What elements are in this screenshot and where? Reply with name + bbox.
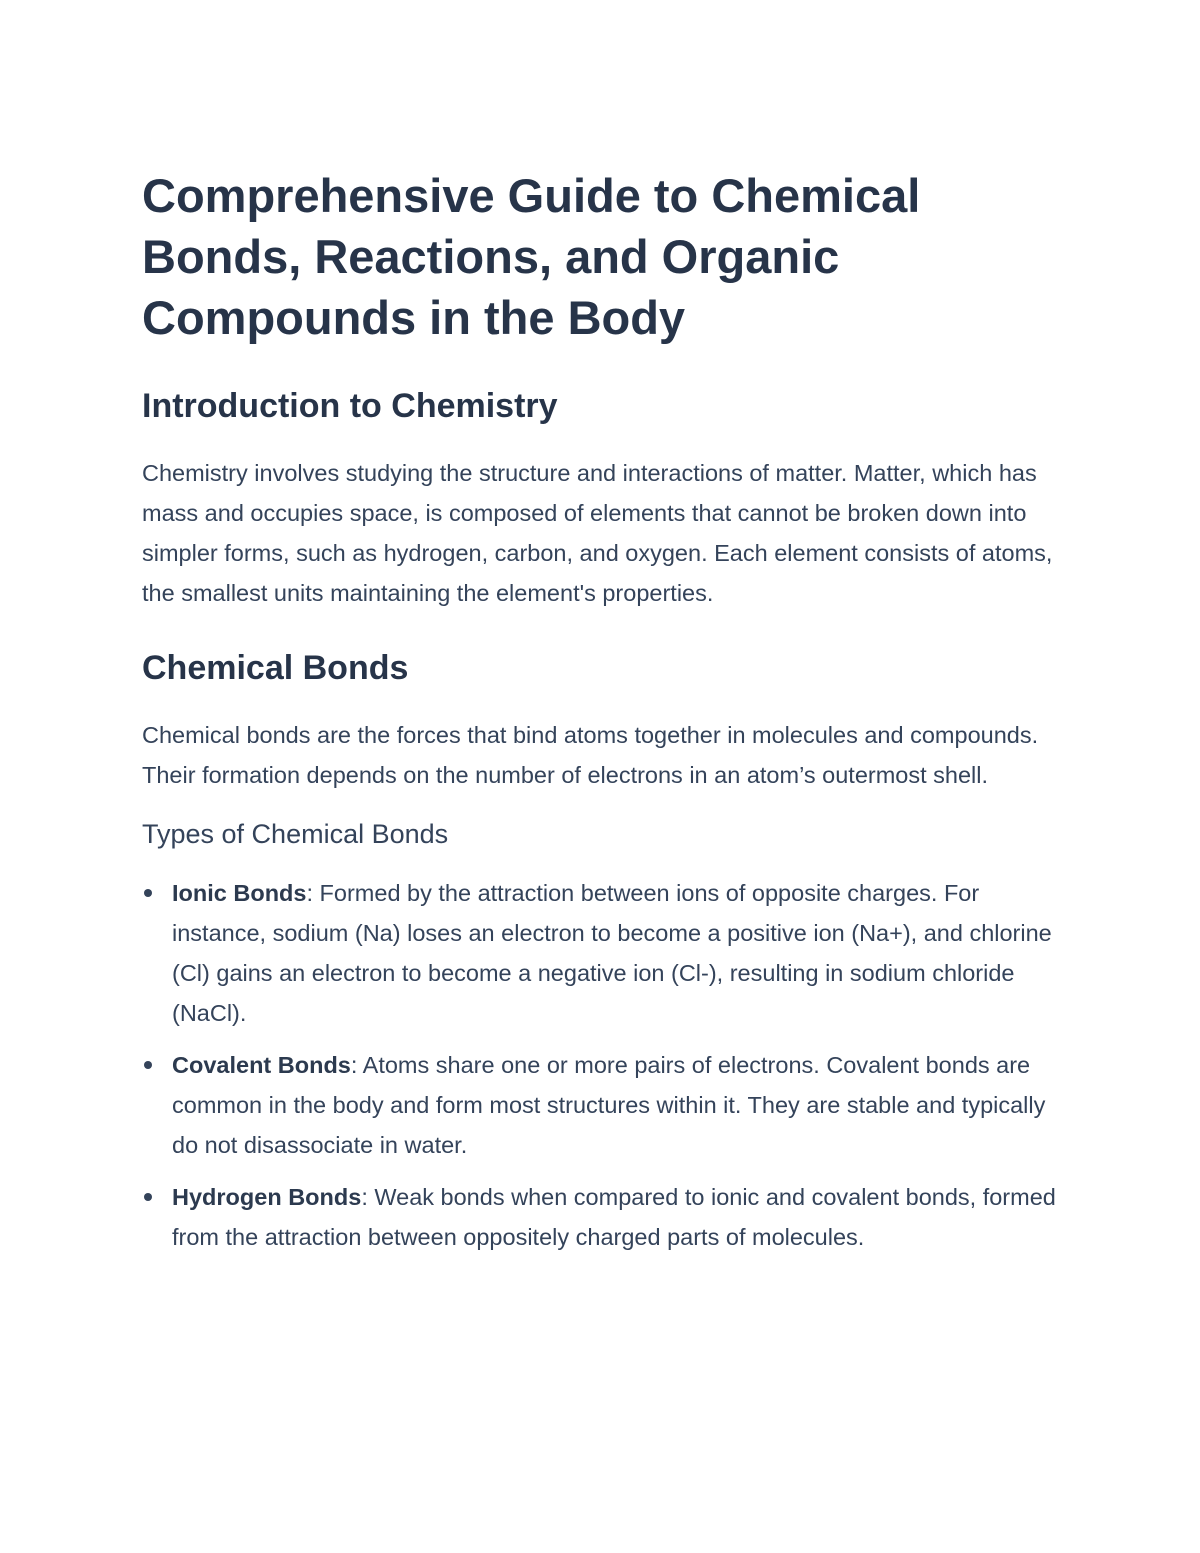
list-item-hydrogen-bonds xyxy=(142,1177,1062,1257)
document-page xyxy=(142,165,1062,1269)
chemical-bonds-paragraph: Chemical bonds are the forces that bind atoms together in molecules and compounds. Their formation depends on the number of electrons in an atom’s outermost shell. xyxy=(142,722,1039,788)
bond-types-list xyxy=(142,873,1062,1257)
list-item-term: Ionic Bonds xyxy=(172,880,307,906)
list-item-text: : Weak bonds when compared to ionic and covalent bonds, formed from the attraction between oppositely charged parts of molecules. xyxy=(172,1184,1056,1250)
section-heading-chemical-bonds: Chemical Bonds xyxy=(142,649,409,687)
subheading-types-of-bonds: Types of Chemical Bonds xyxy=(142,819,449,849)
list-item-term: Covalent Bonds xyxy=(172,1052,351,1078)
introduction-paragraph: Chemistry involves studying the structure and interactions of matter. Matter, which has mass and occupies space, is composed of elements that cannot be broken down into simpler forms, such as hydrogen, carbon, and oxygen. Each element consists of atoms, the smallest units maintaining the element's properties. xyxy=(142,460,1053,606)
bullet-icon xyxy=(144,1193,152,1201)
list-item-term: Hydrogen Bonds xyxy=(172,1184,362,1210)
bullet-icon xyxy=(144,1061,152,1069)
list-item-covalent-bonds xyxy=(142,1045,1062,1165)
section-heading-introduction: Introduction to Chemistry xyxy=(142,387,558,425)
list-item-text: : Atoms share one or more pairs of electrons. Covalent bonds are common in the body and form most structures within it. They are stable and typically do not disassociate in water. xyxy=(172,1052,1046,1158)
bullet-icon xyxy=(144,889,152,897)
page-title: Comprehensive Guide to Chemical Bonds, Reactions, and Organic Compounds in the Body xyxy=(142,169,921,344)
list-item-ionic-bonds xyxy=(142,873,1062,1033)
list-item-text: : Formed by the attraction between ions of opposite charges. For instance, sodium (Na) loses an electron to become a positive ion (Na+), and chlorine (Cl) gains an electron to become a negative ion (Cl-), resulting in sodium chloride (NaCl). xyxy=(172,880,1052,1026)
